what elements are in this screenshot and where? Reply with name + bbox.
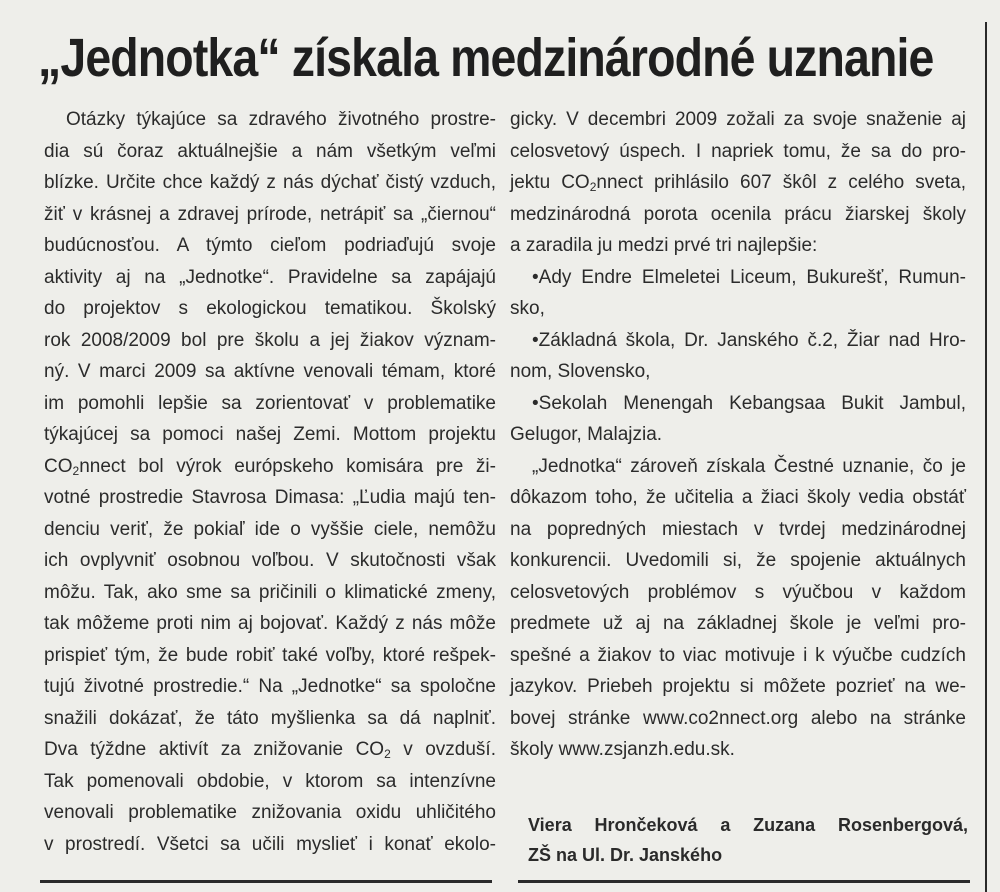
text-segment: v ovzduší.: [390, 739, 496, 760]
article-text-line: denciu veriť, že pokiaľ ide o vyššie ciele, nemôžu: [44, 518, 496, 540]
article-text-line: medzinárodná porota ocenila prácu žiarskej školy: [510, 203, 966, 225]
text-segment: nnect bol výrok európskeho komisára pre ži-: [79, 455, 496, 477]
article-text-line: [44, 451, 496, 483]
article-text-line: žiť v krásnej a zdravej prírode, netrápiť sa „čiernou“: [44, 203, 496, 225]
article-text-line: nom, Slovensko,: [510, 361, 651, 382]
article-text-line: venovali problematike znižovania oxidu uhličitého: [44, 802, 496, 823]
article-text-line: „Jednotka“ zároveň získala Čestné uznanie, čo je: [532, 455, 966, 477]
article-text-line: aktivity aj na „Jednotke“. Pravidelne sa zapájajú: [44, 266, 496, 288]
bottom-rule-right: [518, 880, 970, 883]
article-text-line: ný. V marci 2009 sa aktívne venovali témam, ktoré: [44, 361, 496, 382]
article-text-line: do projektov s ekologickou tematikou. Školský: [44, 298, 496, 319]
article-text-line: Otázky týkajúce sa zdravého životného prostre-: [66, 109, 496, 130]
article-text-line: rok 2008/2009 bol pre školu a jej žiakov význam-: [44, 329, 496, 351]
article-headline: „Jednotka“ získala medzinárodné uznanie: [38, 28, 934, 88]
author-signature: Viera Hrončeková a Zuzana Rosenbergová,: [528, 815, 968, 835]
article-text-line: •Ady Endre Elmeletei Liceum, Bukurešť, Rumun-: [532, 266, 966, 288]
article-text-line: dôkazom toho, že učitelia a žiaci školy vedia obstáť: [510, 487, 966, 508]
article-text-line: tak môžeme proti nim aj bojovať. Každý z nás môže: [44, 613, 496, 634]
text-segment: Dva týždne aktivít za znižovanie CO: [44, 739, 385, 760]
article-text-line: gicky. V decembri 2009 zožali za svoje snaženie aj: [510, 109, 966, 130]
article-text-line: •Sekolah Menengah Kebangsaa Bukit Jambul,: [532, 392, 966, 414]
article-text-line: celosvetových problémov s výučbou v každom: [510, 581, 966, 603]
article-column-right: [510, 104, 966, 766]
article-text-line: dia sú čoraz aktuálnejšie a nám všetkým veľmi: [44, 140, 496, 162]
author-school: ZŠ na Ul. Dr. Janského: [528, 845, 723, 865]
article-text-line: bovej stránke www.co2nnect.org alebo na stránke: [510, 707, 966, 729]
article-text-line: ich ovplyvniť osobnou voľbou. V skutočnosti však: [44, 550, 496, 571]
article-text-line: Tak pomenovali obdobie, v ktorom sa intenzívne: [44, 770, 496, 792]
text-segment: nnect prihlásilo 607 škôl z celého sveta,: [596, 172, 966, 193]
article-text-line: tujú životné prostredie.“ Na „Jednotke“ sa spoločne: [44, 676, 496, 697]
article-text-line: na popredných miestach v tvrdej medzinárodnej: [510, 518, 966, 540]
article-text-line: celosvetový úspech. I napriek tomu, že sa do pro-: [510, 140, 966, 162]
article-text-line: im pomohli lepšie sa zorientovať v problematike: [44, 392, 496, 414]
article-text-line: blízke. Určite chce každý z nás dýchať čistý vzduch,: [44, 172, 496, 193]
text-segment: CO: [44, 455, 73, 477]
article-text-line: a zaradila ju medzi prvé tri najlepšie:: [510, 235, 818, 256]
article-text-line: votné prostredie Stavrosa Dimasa: „Ľudia majú ten-: [44, 487, 496, 508]
subscript-2: 2: [589, 180, 597, 194]
article-text-line: predmete už aj na základnej škole je veľmi pro-: [510, 613, 966, 634]
article-text-line: budúcnosťou. A týmto cieľom podriaďujú svoje: [44, 235, 496, 256]
subscript-2: 2: [72, 463, 80, 478]
article-text-line: spešné a žiakov to viac motivuje i k výučbe cudzích: [510, 644, 966, 666]
article-text-line: [510, 167, 966, 199]
article-text-line: týkajúcej sa pomoci našej Zemi. Mottom projektu: [44, 424, 496, 445]
adjacent-article-frame: [985, 22, 1000, 892]
article-text-line: konkurencii. Uvedomili si, že spojenie aktuálnych: [510, 550, 966, 571]
article-text-line: Gelugor, Malajzia.: [510, 424, 663, 445]
article-column-left: [44, 104, 496, 860]
article-text-line: •Základná škola, Dr. Janského č.2, Žiar nad Hro-: [532, 329, 966, 351]
article-text-line: [44, 734, 496, 766]
subscript-2: 2: [384, 747, 391, 761]
article-text-line: snažili dokázať, že táto myšlienka sa dá naplniť.: [44, 707, 496, 729]
text-segment: jektu CO: [510, 172, 590, 193]
article-text-line: prispieť tým, že bude robiť také voľby, ktoré rešpek-: [44, 644, 496, 666]
article-text-line: školy www.zsjanzh.edu.sk.: [510, 739, 735, 760]
article-text-line: sko,: [510, 298, 545, 319]
article-text-line: v prostredí. Všetci sa učili myslieť i konať ekolo-: [44, 833, 496, 855]
article-text-line: môžu. Tak, ako sme sa pričinili o klimatické zmeny,: [44, 581, 496, 603]
bottom-rule-left: [40, 880, 492, 883]
article-text-line: jazykov. Priebeh projektu si môžete pozrieť na we-: [510, 676, 966, 697]
